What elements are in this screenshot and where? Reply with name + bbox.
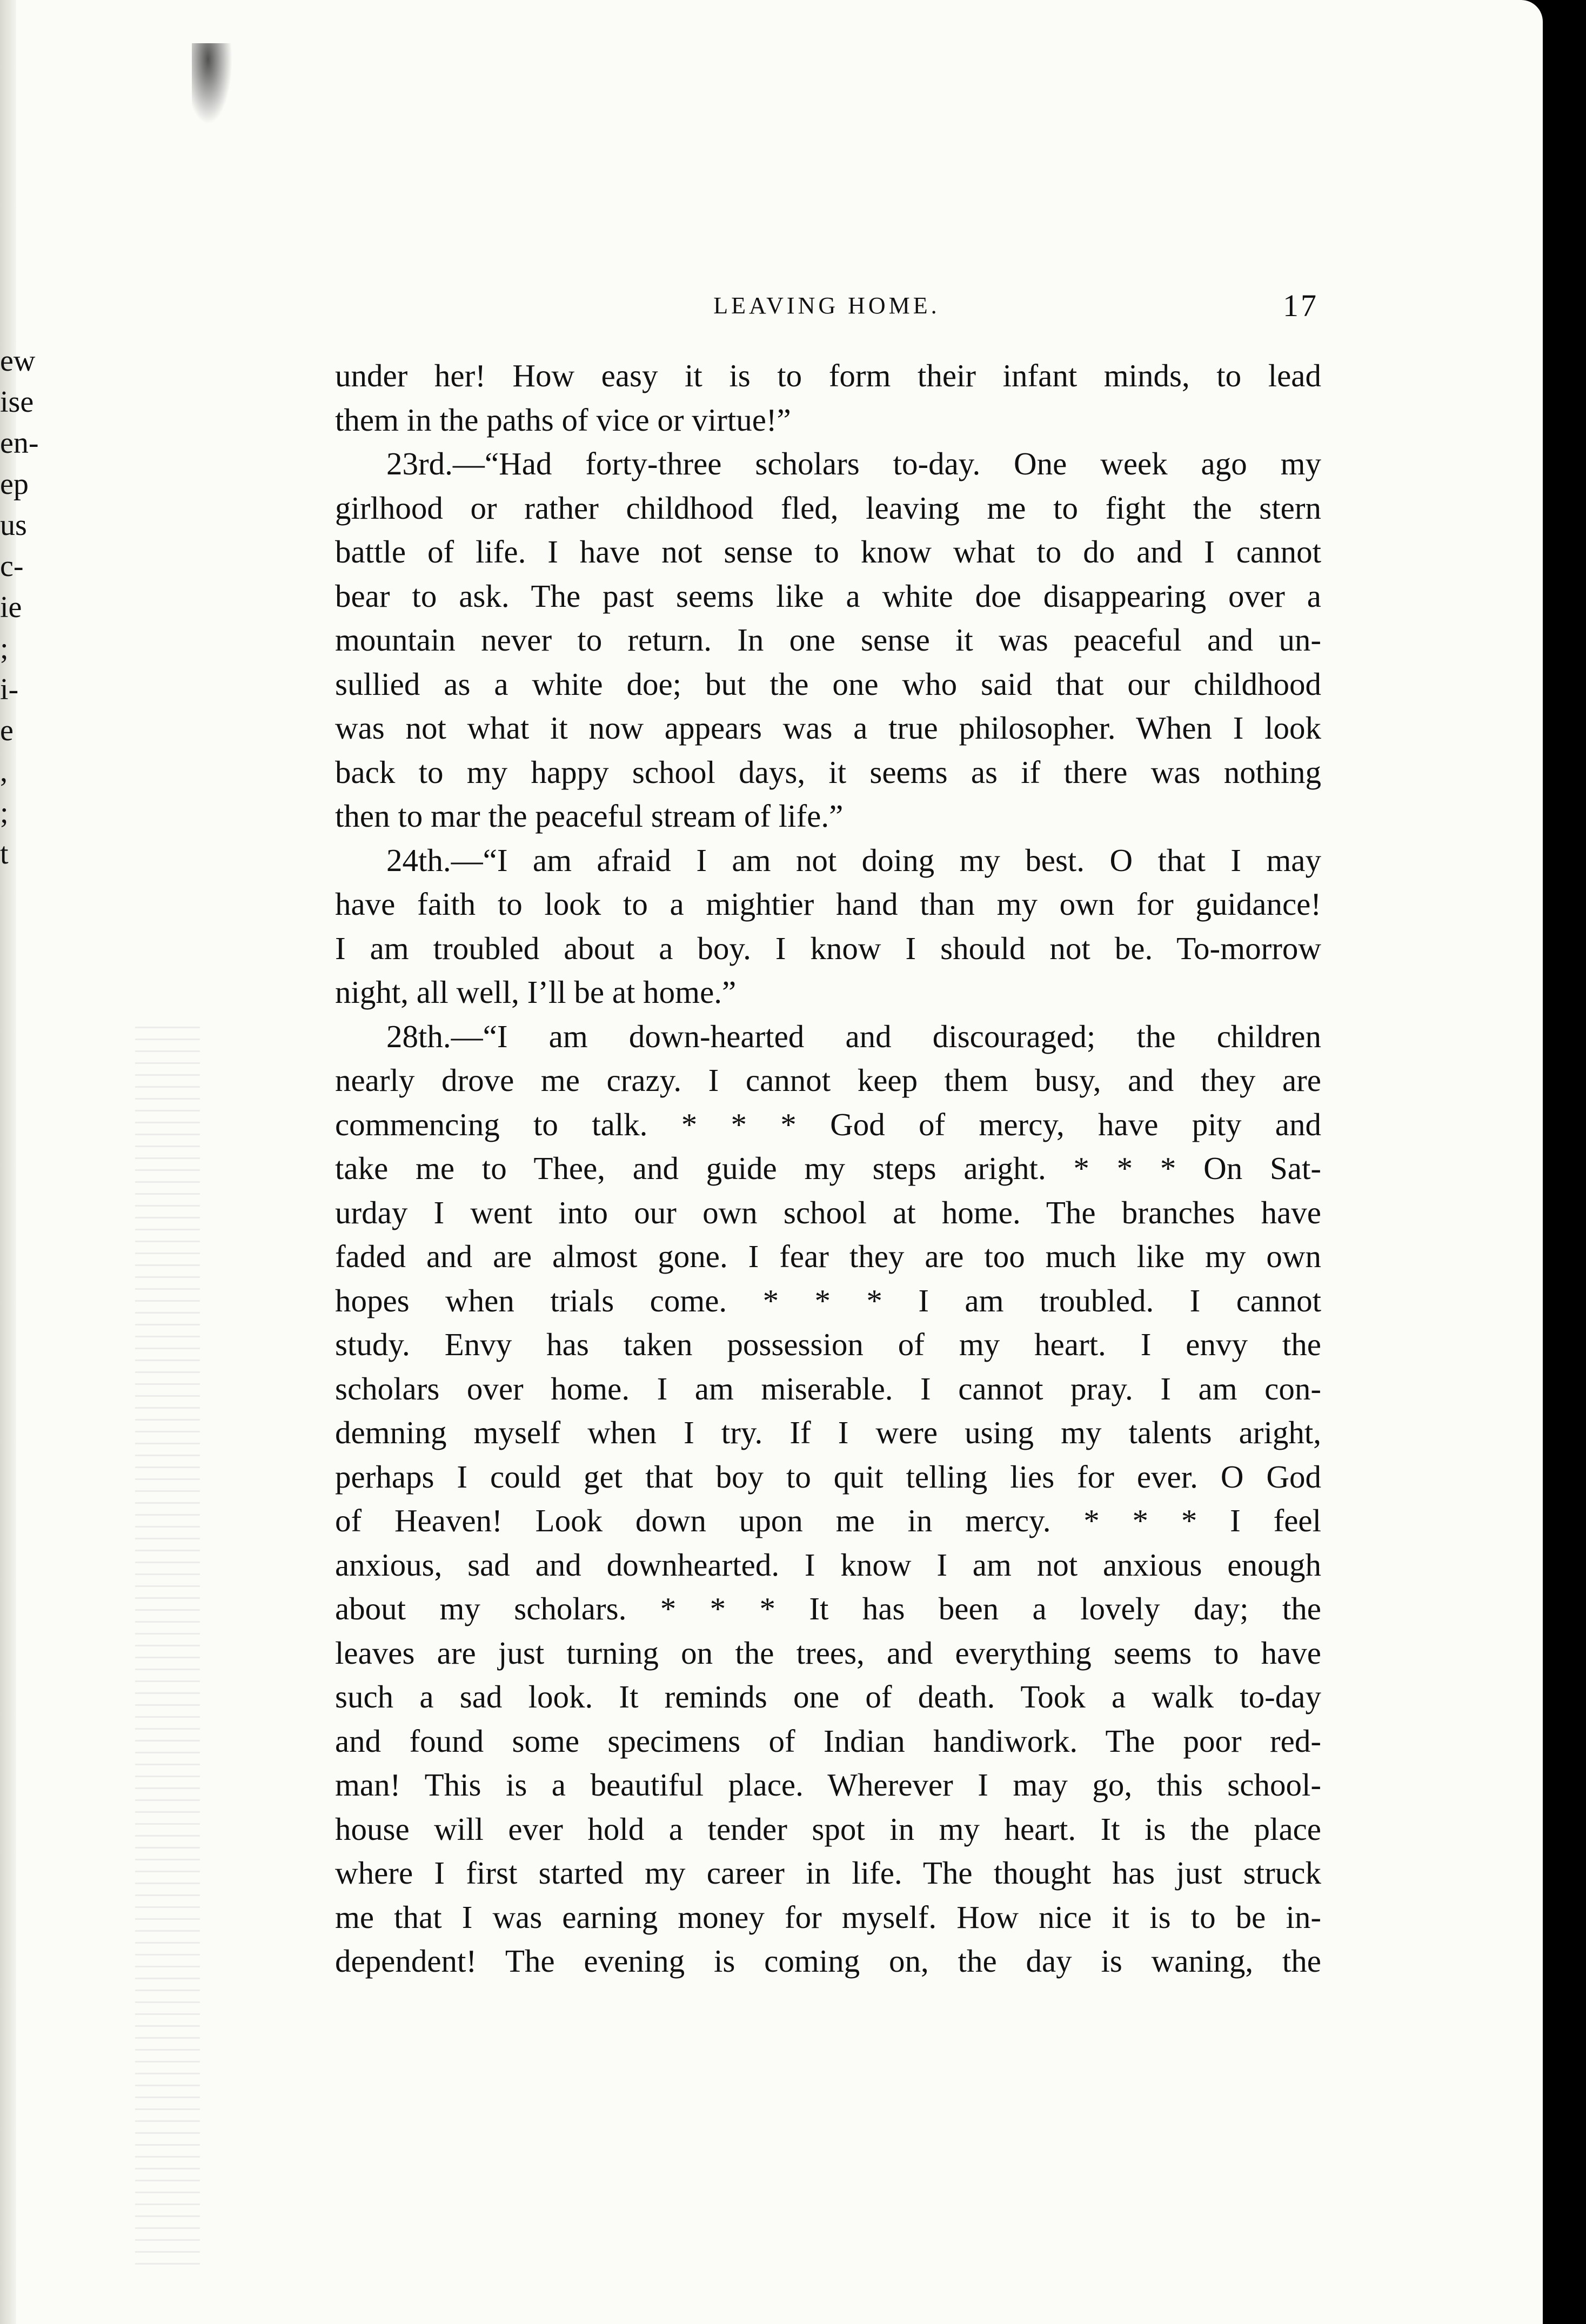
text-line: where I first started my career in life. The thought has just struck	[335, 1855, 1321, 1891]
fragment: t	[0, 837, 9, 870]
text-line: house will ever hold a tender spot in my heart. It is the place	[335, 1811, 1321, 1847]
scan-border	[1543, 0, 1586, 2324]
text-line: have faith to look to a mightier hand than my own for guidance!	[335, 886, 1321, 922]
text-line: hopes when trials come. * * * I am troubled. I cannot	[335, 1282, 1321, 1318]
text-line: dependent! The evening is coming on, the day is waning, the	[335, 1943, 1321, 1979]
text-line: mountain never to return. In one sense it was peaceful and un-	[335, 622, 1321, 658]
fragment: ;	[0, 796, 9, 829]
body-text	[335, 354, 1321, 1984]
ink-smudge	[192, 43, 232, 124]
text-line: and found some specimens of Indian handiwork. The poor red-	[335, 1723, 1321, 1759]
fragment: e	[0, 714, 14, 747]
fragment: ise	[0, 385, 34, 419]
fragment: en-	[0, 426, 39, 460]
facing-page-fragments	[0, 340, 49, 874]
text-line: me that I was earning money for myself. How nice it is to be in-	[335, 1899, 1321, 1935]
text-line: 23rd.—“Had forty-three scholars to-day. One week ago my	[386, 446, 1321, 481]
running-title: LEAVING HOME.	[713, 292, 940, 319]
text-line: battle of life. I have not sense to know what to do and I cannot	[335, 534, 1321, 570]
fragment: i-	[0, 673, 19, 706]
text-line: about my scholars. * * * It has been a lovely day; the	[335, 1591, 1321, 1626]
fragment: ;	[0, 632, 9, 665]
text-line: commencing to talk. * * * God of mercy, have pity and	[335, 1106, 1321, 1142]
fragment: us	[0, 508, 27, 542]
text-line: sullied as a white doe; but the one who said that our childhood	[335, 666, 1321, 702]
text-line: them in the paths of vice or virtue!”	[335, 401, 791, 438]
text-line: such a sad look. It reminds one of death. Took a walk to-day	[335, 1679, 1321, 1714]
fragment: ew	[0, 344, 36, 378]
text-line: man! This is a beautiful place. Wherever I may go, this school-	[335, 1767, 1321, 1803]
text-line: was not what it now appears was a true philosopher. When I look	[335, 710, 1321, 746]
page-number: 17	[1283, 288, 1319, 323]
text-line: demning myself when I try. If I were using my talents aright,	[335, 1415, 1321, 1450]
text-line: nearly drove me crazy. I cannot keep them busy, and they are	[335, 1062, 1321, 1098]
text-line: girlhood or rather childhood fled, leaving me to fight the stern	[335, 490, 1321, 526]
fragment: ep	[0, 467, 29, 501]
text-line: 24th.—“I am afraid I am not doing my best. O that I may	[386, 842, 1321, 878]
text-line: I am troubled about a boy. I know I should not be. To-morrow	[335, 930, 1321, 966]
text-line: take me to Thee, and guide my steps aright. * * * On Sat-	[335, 1150, 1321, 1186]
text-line: night, all well, I’ll be at home.”	[335, 974, 737, 1010]
text-line: under her! How easy it is to form their infant minds, to lead	[335, 358, 1321, 393]
text-line: faded and are almost gone. I fear they are too much like my own	[335, 1238, 1321, 1274]
gutter-specks	[135, 1027, 200, 2269]
text-line: then to mar the peaceful stream of life.”	[335, 798, 844, 834]
text-line: of Heaven! Look down upon me in mercy. * * * I feel	[335, 1503, 1321, 1538]
text-line: bear to ask. The past seems like a white doe disappearing over a	[335, 578, 1321, 614]
running-header	[335, 288, 1319, 330]
text-line: back to my happy school days, it seems as if there was nothing	[335, 754, 1321, 790]
fragment: ie	[0, 591, 22, 624]
text-line: urday I went into our own school at home. The branches have	[335, 1194, 1321, 1230]
text-line: study. Envy has taken possession of my heart. I envy the	[335, 1327, 1321, 1362]
fragment: ,	[0, 755, 8, 788]
text-line: anxious, sad and downhearted. I know I am not anxious enough	[335, 1546, 1321, 1583]
text-line: scholars over home. I am miserable. I cannot pray. I am con-	[335, 1370, 1321, 1407]
text-line: leaves are just turning on the trees, and everything seems to have	[335, 1635, 1321, 1671]
fragment: c-	[0, 550, 24, 583]
text-line: 28th.—“I am down-hearted and discouraged; the children	[386, 1018, 1321, 1054]
text-line: perhaps I could get that boy to quit telling lies for ever. O God	[335, 1458, 1321, 1495]
